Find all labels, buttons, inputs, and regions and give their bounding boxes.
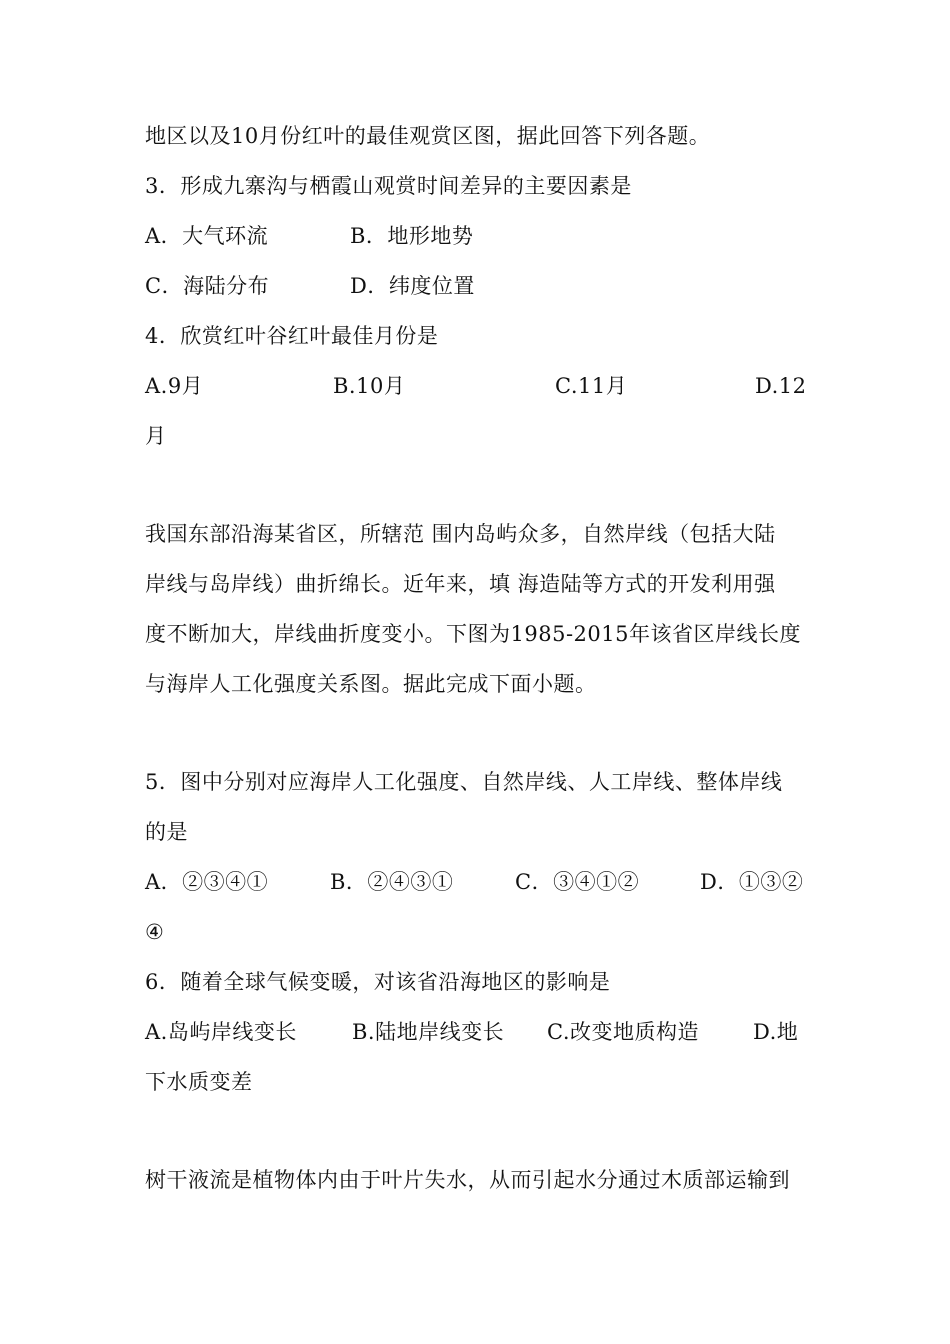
question-6-options [145, 1018, 807, 1186]
question-3: 3．形成九寨沟与栖霞山观赏时间差异的主要因素是 [145, 174, 632, 198]
option-d-continuation: ④ [145, 920, 165, 944]
passage-line-3: 度不断加大，岸线曲折度变小。下图为1985-2015年该省区岸线长度 [145, 622, 801, 646]
option-a: A.岛屿岸线变长 [145, 1020, 297, 1044]
option-a: A．大气环流 [145, 224, 269, 248]
option-c: C．③④①② [515, 870, 640, 894]
option-b: B.10月 [333, 374, 406, 398]
option-b: B.陆地岸线变长 [352, 1020, 505, 1044]
option-c: C.改变地质构造 [547, 1020, 699, 1044]
question-5: 5．图中分别对应海岸人工化强度、自然岸线、人工岸线、整体岸线 [145, 770, 783, 794]
question-4-options [145, 372, 807, 540]
passage-line: 树干液流是植物体内由于叶片失水，从而引起水分通过木质部运输到 [145, 1168, 790, 1192]
passage-line-1: 我国东部沿海某省区，所辖范 围内岛屿众多，自然岸线（包括大陆 [145, 522, 776, 546]
question-5-continuation: 的是 [145, 820, 188, 844]
passage-line-2: 岸线与岛岸线）曲折绵长。近年来，填 海造陆等方式的开发利用强 [145, 572, 776, 596]
option-b: B．地形地势 [350, 224, 474, 248]
option-c: C．海陆分布 [145, 274, 270, 298]
option-d: D．纬度位置 [350, 274, 475, 298]
option-d: D.地 [753, 1020, 799, 1044]
option-d-continuation: 下水质变差 [145, 1070, 253, 1094]
intro-line: 地区以及10月份红叶的最佳观赏区图，据此回答下列各题。 [145, 124, 711, 148]
passage-line-4: 与海岸人工化强度关系图。据此完成下面小题。 [145, 672, 597, 696]
question-6: 6．随着全球气候变暖，对该省沿海地区的影响是 [145, 970, 611, 994]
option-d: D．①③② [700, 870, 804, 894]
option-d-continuation: 月 [145, 424, 167, 448]
option-a: A．②③④① [145, 870, 269, 894]
question-4: 4．欣赏红叶谷红叶最佳月份是 [145, 324, 439, 348]
option-b: B．②④③① [330, 870, 454, 894]
option-c: C.11月 [555, 374, 628, 398]
option-a: A.9月 [145, 374, 204, 398]
option-d: D.12 [755, 374, 807, 398]
question-5-options [145, 868, 807, 1036]
document-page [145, 0, 807, 1344]
